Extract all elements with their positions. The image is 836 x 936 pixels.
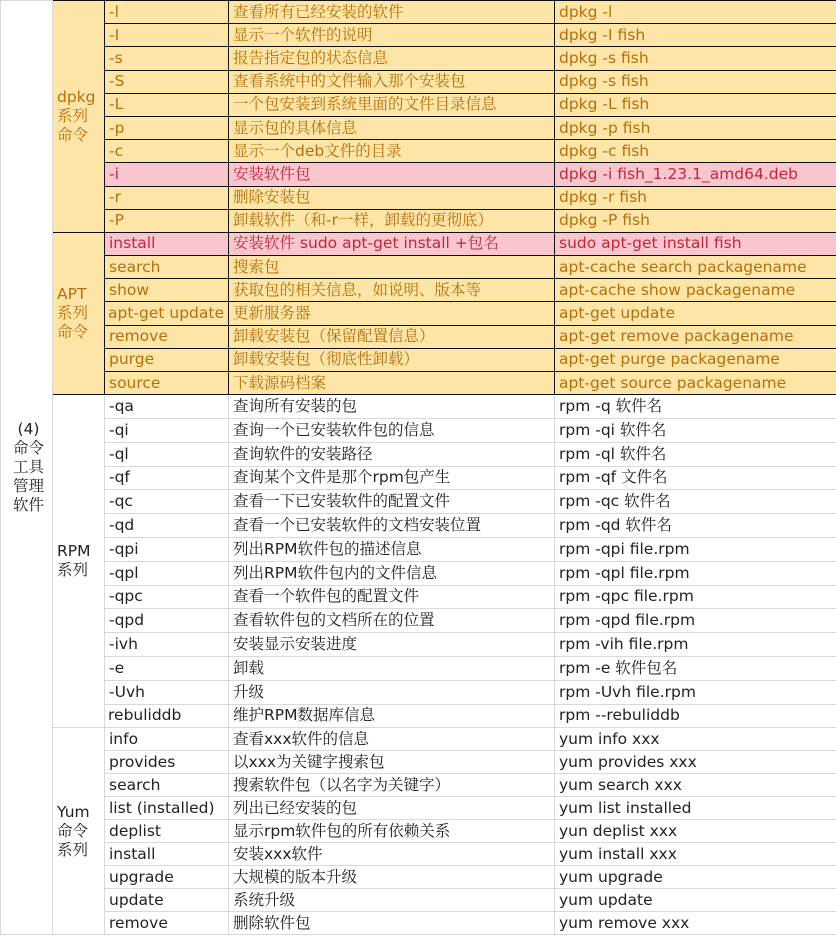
- example-cell: dpkg -s fish: [555, 47, 836, 70]
- option-cell: -qpd: [105, 609, 229, 633]
- example-cell: dpkg -L fish: [555, 93, 836, 116]
- example-cell: rpm -ql 软件名: [555, 442, 836, 466]
- table-row: [1, 774, 836, 797]
- example-cell: rpm -e 软件包名: [555, 656, 836, 680]
- description-cell: 下载源码档案: [229, 372, 555, 395]
- description-cell: 安装软件 sudo apt-get install +包名: [229, 232, 555, 255]
- description-cell: 卸载软件（和-r一样，卸载的更彻底）: [229, 209, 555, 232]
- description-cell: 列出RPM软件包的描述信息: [229, 537, 555, 561]
- table-row: [1, 116, 836, 139]
- description-cell: 维护RPM数据库信息: [229, 704, 555, 728]
- option-cell: deplist: [105, 820, 229, 843]
- option-cell: show: [105, 279, 229, 302]
- example-cell: dpkg -r fish: [555, 186, 836, 209]
- table-row: [1, 537, 836, 561]
- option-cell: -qi: [105, 418, 229, 442]
- description-cell: 以xxx为关键字搜索包: [229, 751, 555, 774]
- description-cell: 查询某个文件是那个rpm包产生: [229, 466, 555, 490]
- example-cell: apt-get purge packagename: [555, 348, 836, 371]
- description-cell: 删除软件包: [229, 912, 555, 935]
- table-row: [1, 442, 836, 466]
- table-row: [1, 843, 836, 866]
- table-row: [1, 751, 836, 774]
- option-cell: source: [105, 372, 229, 395]
- example-cell: dpkg -l: [555, 1, 836, 24]
- example-cell: rpm -vih file.rpm: [555, 633, 836, 657]
- table-row: [1, 256, 836, 279]
- table-row: [1, 1, 836, 24]
- example-cell: rpm -qpd file.rpm: [555, 609, 836, 633]
- option-cell: -e: [105, 656, 229, 680]
- example-cell: apt-get source packagename: [555, 372, 836, 395]
- example-cell: yum info xxx: [555, 728, 836, 751]
- option-cell: -qd: [105, 514, 229, 538]
- description-cell: 查看一个已安装软件的文档安装位置: [229, 514, 555, 538]
- description-cell: 安装显示安装进度: [229, 633, 555, 657]
- category-label-line: 管理: [12, 477, 44, 496]
- option-cell: purge: [105, 348, 229, 371]
- example-cell: dpkg -s fish: [555, 70, 836, 93]
- option-cell: provides: [105, 751, 229, 774]
- description-cell: 显示rpm软件包的所有依赖关系: [229, 820, 555, 843]
- table-row: [1, 704, 836, 728]
- example-cell: yum provides xxx: [555, 751, 836, 774]
- table-row: [1, 395, 836, 419]
- table-row: [1, 24, 836, 47]
- table-row: [1, 163, 836, 186]
- section-label-line: 系列: [57, 840, 89, 859]
- table-row: [1, 93, 836, 116]
- option-cell: -s: [105, 47, 229, 70]
- description-cell: 安装软件包: [229, 163, 555, 186]
- section-label-line: 系列: [57, 106, 89, 125]
- option-cell: -ql: [105, 442, 229, 466]
- table-row: [1, 279, 836, 302]
- option-cell: -qpi: [105, 537, 229, 561]
- option-cell: -qc: [105, 490, 229, 514]
- option-cell: -qf: [105, 466, 229, 490]
- example-cell: rpm -qd 软件名: [555, 514, 836, 538]
- option-cell: search: [105, 774, 229, 797]
- example-cell: rpm -qpi file.rpm: [555, 537, 836, 561]
- table-row: [1, 47, 836, 70]
- option-cell: -Uvh: [105, 680, 229, 704]
- table-row: [1, 372, 836, 395]
- description-cell: 报告指定包的状态信息: [229, 47, 555, 70]
- example-cell: apt-get update: [555, 302, 836, 325]
- description-cell: 一个包安装到系统里面的文件目录信息: [229, 93, 555, 116]
- option-cell: upgrade: [105, 866, 229, 889]
- table-row: [1, 490, 836, 514]
- description-cell: 显示一个软件的说明: [229, 24, 555, 47]
- example-cell: yum upgrade: [555, 866, 836, 889]
- example-cell: yum list installed: [555, 797, 836, 820]
- example-cell: rpm -qpc file.rpm: [555, 585, 836, 609]
- option-cell: -i: [105, 163, 229, 186]
- description-cell: 列出RPM软件包内的文件信息: [229, 561, 555, 585]
- description-cell: 卸载安装包（保留配置信息）: [229, 325, 555, 348]
- option-cell: -S: [105, 70, 229, 93]
- description-cell: 显示一个deb文件的目录: [229, 140, 555, 163]
- option-cell: -qpl: [105, 561, 229, 585]
- option-cell: -L: [105, 93, 229, 116]
- table-row: [1, 302, 836, 325]
- option-cell: -P: [105, 209, 229, 232]
- section-label: [53, 728, 105, 935]
- option-cell: -I: [105, 24, 229, 47]
- table-row: [1, 866, 836, 889]
- example-cell: rpm --rebuliddb: [555, 704, 836, 728]
- example-cell: dpkg -P fish: [555, 209, 836, 232]
- table-row: [1, 585, 836, 609]
- option-cell: search: [105, 256, 229, 279]
- section-label: [53, 395, 105, 728]
- command-table-body: [1, 1, 836, 935]
- option-cell: remove: [105, 912, 229, 935]
- category-label-line: 命令: [12, 439, 44, 458]
- option-cell: -qpc: [105, 585, 229, 609]
- description-cell: 大规模的版本升级: [229, 866, 555, 889]
- example-cell: apt-cache search packagename: [555, 256, 836, 279]
- description-cell: 显示包的具体信息: [229, 116, 555, 139]
- table-row: [1, 466, 836, 490]
- example-cell: rpm -qf 文件名: [555, 466, 836, 490]
- category-label-line: 工具: [12, 458, 44, 477]
- example-cell: dpkg -i fish_1.23.1_amd64.deb: [555, 163, 836, 186]
- table-row: [1, 889, 836, 912]
- table-row: [1, 820, 836, 843]
- description-cell: 安装xxx软件: [229, 843, 555, 866]
- category-label-line: (4): [17, 420, 40, 439]
- section-label-line: Yum: [57, 802, 90, 821]
- table-row: [1, 633, 836, 657]
- section-label-line: dpkg: [57, 87, 96, 106]
- example-cell: rpm -qpl file.rpm: [555, 561, 836, 585]
- example-cell: apt-cache show packagename: [555, 279, 836, 302]
- table-row: [1, 728, 836, 751]
- section-label-line: 系列: [57, 304, 89, 323]
- section-label-line: 命令: [57, 125, 89, 144]
- option-cell: rebuliddb: [105, 704, 229, 728]
- option-cell: remove: [105, 325, 229, 348]
- option-cell: -ivh: [105, 633, 229, 657]
- table-row: [1, 348, 836, 371]
- section-label-line: 命令: [57, 821, 89, 840]
- description-cell: 卸载: [229, 656, 555, 680]
- option-cell: info: [105, 728, 229, 751]
- example-cell: yun deplist xxx: [555, 820, 836, 843]
- example-cell: yum search xxx: [555, 774, 836, 797]
- table-row: [1, 232, 836, 255]
- example-cell: apt-get remove packagename: [555, 325, 836, 348]
- category-label-line: 软件: [12, 496, 44, 515]
- option-cell: -l: [105, 1, 229, 24]
- description-cell: 列出已经安装的包: [229, 797, 555, 820]
- description-cell: 查询软件的安装路径: [229, 442, 555, 466]
- section-label-line: 系列: [57, 561, 89, 580]
- table-row: [1, 325, 836, 348]
- section-label: [53, 232, 105, 394]
- example-cell: rpm -Uvh file.rpm: [555, 680, 836, 704]
- example-cell: rpm -qc 软件名: [555, 490, 836, 514]
- description-cell: 查看xxx软件的信息: [229, 728, 555, 751]
- section-label-line: 命令: [57, 323, 89, 342]
- table-row: [1, 912, 836, 935]
- table-row: [1, 514, 836, 538]
- example-cell: yum install xxx: [555, 843, 836, 866]
- description-cell: 删除安装包: [229, 186, 555, 209]
- example-cell: yum remove xxx: [555, 912, 836, 935]
- description-cell: 查看一下已安装软件的配置文件: [229, 490, 555, 514]
- option-cell: install: [105, 232, 229, 255]
- category-label: [1, 1, 53, 935]
- option-cell: list (installed): [105, 797, 229, 820]
- example-cell: sudo apt-get install fish: [555, 232, 836, 255]
- description-cell: 搜索包: [229, 256, 555, 279]
- option-cell: install: [105, 843, 229, 866]
- table-row: [1, 561, 836, 585]
- description-cell: 查看所有已经安装的软件: [229, 1, 555, 24]
- table-row: [1, 680, 836, 704]
- option-cell: -qa: [105, 395, 229, 419]
- section-label-line: RPM: [57, 542, 91, 561]
- description-cell: 查询所有安装的包: [229, 395, 555, 419]
- option-cell: -c: [105, 140, 229, 163]
- description-cell: 搜索软件包（以名字为关键字）: [229, 774, 555, 797]
- description-cell: 获取包的相关信息，如说明、版本等: [229, 279, 555, 302]
- example-cell: dpkg -p fish: [555, 116, 836, 139]
- table-row: [1, 186, 836, 209]
- option-cell: -r: [105, 186, 229, 209]
- example-cell: yum update: [555, 889, 836, 912]
- option-cell: update: [105, 889, 229, 912]
- table-row: [1, 609, 836, 633]
- example-cell: dpkg -c fish: [555, 140, 836, 163]
- table-row: [1, 140, 836, 163]
- description-cell: 查询一个已安装软件包的信息: [229, 418, 555, 442]
- example-cell: rpm -qi 软件名: [555, 418, 836, 442]
- description-cell: 查看一个软件包的配置文件: [229, 585, 555, 609]
- table-row: [1, 209, 836, 232]
- section-label: [53, 1, 105, 233]
- description-cell: 查看软件包的文档所在的位置: [229, 609, 555, 633]
- option-cell: -p: [105, 116, 229, 139]
- description-cell: 卸载安装包（彻底性卸载）: [229, 348, 555, 371]
- example-cell: rpm -q 软件名: [555, 395, 836, 419]
- table-row: [1, 797, 836, 820]
- section-label-line: APT: [57, 285, 87, 304]
- table-row: [1, 70, 836, 93]
- table-row: [1, 418, 836, 442]
- description-cell: 系统升级: [229, 889, 555, 912]
- example-cell: dpkg -I fish: [555, 24, 836, 47]
- description-cell: 查看系统中的文件输入那个安装包: [229, 70, 555, 93]
- description-cell: 更新服务器: [229, 302, 555, 325]
- description-cell: 升级: [229, 680, 555, 704]
- table-row: [1, 656, 836, 680]
- option-cell: apt-get update: [105, 302, 229, 325]
